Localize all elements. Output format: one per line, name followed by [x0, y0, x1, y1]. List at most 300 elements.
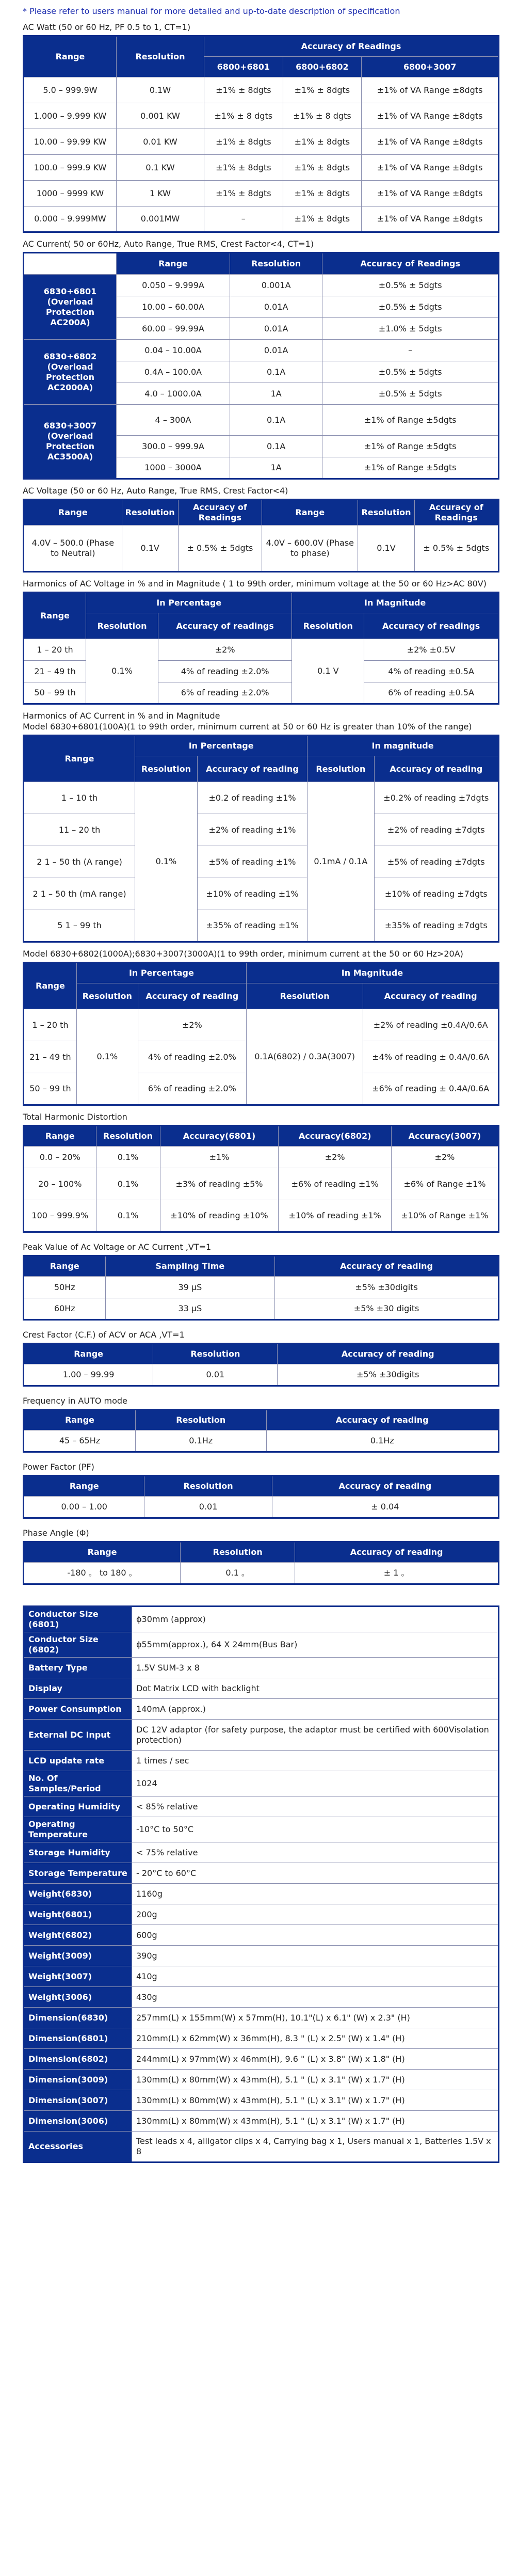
cell: 60Hz — [24, 1298, 106, 1320]
cell: ±2% — [158, 639, 292, 661]
header-resolution: Resolution — [144, 1476, 272, 1497]
blank-header — [24, 253, 117, 275]
spec-row — [24, 1987, 499, 2008]
table-row — [24, 129, 499, 155]
header-range: Range — [24, 1256, 106, 1277]
header-range: Range — [24, 36, 117, 77]
phase-angle-title: Phase Angle (Φ) — [23, 1528, 89, 1538]
cell: ±0.5% ± 5dgts — [322, 275, 499, 296]
cell: 1 – 20 th — [24, 639, 86, 661]
cell: ±10% of Range ±1% — [391, 1200, 498, 1232]
table-row — [24, 340, 499, 361]
cell: ±10% of reading ±1% — [279, 1200, 391, 1232]
spec-key: Weight(3007) — [24, 1966, 132, 1987]
spec-key: Weight(6830) — [24, 1884, 132, 1904]
cell: 0.01A — [230, 296, 322, 318]
cell: ±5% ±30digits — [275, 1277, 499, 1298]
header-accuracy-6802: Accuracy(6802) — [279, 1126, 391, 1147]
header-accuracy: Accuracy of reading — [278, 1344, 499, 1364]
table-row — [24, 1298, 499, 1320]
peak-table — [23, 1255, 499, 1321]
cell: ±4% of reading ± 0.4A/0.6A — [363, 1041, 499, 1073]
header-range: Range — [24, 736, 135, 782]
cell: ±5% ±30 digits — [275, 1298, 499, 1320]
group-3007: 6830+3007 (Overload Protection AC3500A) — [24, 405, 117, 479]
cell: ±0.5% ± 5dgts — [322, 296, 499, 318]
cell: 2 1 – 50 th (mA range) — [24, 878, 135, 910]
cell: 0.1% — [135, 782, 198, 942]
cell: ±0.5% ± 5dgts — [322, 361, 499, 383]
table-row — [24, 910, 499, 942]
header-resolution: Resolution — [135, 1410, 266, 1430]
cell: 0.1V — [122, 526, 178, 572]
header-in-percentage: In Percentage — [76, 963, 246, 983]
cell: ±35% of reading ±7dgts — [374, 910, 498, 942]
cell: 50Hz — [24, 1277, 106, 1298]
spec-key: Conductor Size (6802) — [24, 1632, 132, 1658]
cell: ±10% of reading ±7dgts — [374, 878, 498, 910]
cell: – — [322, 340, 499, 361]
spec-key: LCD update rate — [24, 1751, 132, 1771]
cell: 6% of reading ±0.5A — [364, 682, 499, 704]
cell: 4.0V – 600.0V (Phase to phase) — [262, 526, 358, 572]
cell: 21 – 49 th — [24, 661, 86, 682]
cell: 0.1mA / 0.1A — [307, 782, 374, 942]
spec-row — [24, 2008, 499, 2028]
cell: 1000 – 9999 KW — [24, 181, 117, 206]
cell: 33 μS — [105, 1298, 275, 1320]
header-resolution: Resolution — [86, 613, 158, 639]
cell: 0.0 – 20% — [24, 1147, 96, 1168]
cell: 4 – 300A — [117, 405, 230, 436]
spec-value: 1.5V SUM-3 x 8 — [132, 1658, 499, 1678]
harmonics-current-6801-table — [23, 735, 499, 943]
spec-value: 1 times / sec — [132, 1751, 499, 1771]
cell: ±1% ± 8dgts — [283, 77, 362, 103]
spec-key: Weight(6801) — [24, 1904, 132, 1925]
table-row — [24, 782, 499, 814]
header-range: Range — [24, 1344, 153, 1364]
spec-value: 130mm(L) x 80mm(W) x 43mm(H), 5.1 " (L) x 3.1" (W) x 1.7" (H) — [132, 2111, 499, 2132]
spec-key: Display — [24, 1678, 132, 1699]
spec-row — [24, 1607, 499, 1632]
cell: ±0.2% of reading ±7dgts — [374, 782, 498, 814]
cell: ±5% of reading ±7dgts — [374, 846, 498, 878]
cell: 0.1 V — [292, 639, 364, 704]
cell: 0.04 – 10.00A — [117, 340, 230, 361]
cell: 0.1A — [230, 436, 322, 457]
spec-value: 257mm(L) x 155mm(W) x 57mm(H), 10.1"(L) x 6.1" (W) x 2.3" (H) — [132, 2008, 499, 2028]
header-accuracy: Accuracy of Readings — [178, 500, 262, 526]
cell: 0.1A — [230, 361, 322, 383]
header-in-magnitude: In Magnitude — [246, 963, 498, 983]
cell: ±1% ± 8 dgts — [204, 103, 283, 129]
spec-key: Storage Temperature — [24, 1863, 132, 1884]
cell: ±1% of Range ±5dgts — [322, 457, 499, 479]
spec-row — [24, 2049, 499, 2070]
header-resolution: Resolution — [153, 1344, 278, 1364]
cell: 6% of reading ±2.0% — [138, 1073, 246, 1105]
spec-row — [24, 1863, 499, 1884]
spec-row — [24, 1925, 499, 1946]
header-resolution: Resolution — [230, 253, 322, 275]
power-factor-title: Power Factor (PF) — [23, 1462, 94, 1472]
cell: 0.00 – 1.00 — [24, 1497, 144, 1518]
cell: ±6% of Range ±1% — [391, 1168, 498, 1200]
cell: ±2% of reading ±7dgts — [374, 814, 498, 846]
header-accuracy: Accuracy of readings — [158, 613, 292, 639]
cell: 4.0 – 1000.0A — [117, 383, 230, 405]
notice: * Please refer to users manual for more detailed and up-to-date description of specification — [23, 6, 400, 16]
header-accuracy: Accuracy of reading — [363, 983, 499, 1009]
cell: 1000 – 3000A — [117, 457, 230, 479]
ac-voltage-title: AC Voltage (50 or 60 Hz, Auto Range, True RMS, Crest Factor<4) — [23, 486, 288, 496]
cell: ±1% of VA Range ±8dgts — [362, 206, 499, 232]
header-resolution: Resolution — [358, 500, 414, 526]
spec-value: 244mm(L) x 97mm(W) x 46mm(H), 9.6 " (L) x 3.8" (W) x 1.8" (H) — [132, 2049, 499, 2070]
cell: 1 – 20 th — [24, 1009, 77, 1041]
cell: 1A — [230, 457, 322, 479]
header-resolution: Resolution — [76, 983, 138, 1009]
spec-value: 210mm(L) x 62mm(W) x 36mm(H), 8.3 " (L) x 2.5" (W) x 1.4" (H) — [132, 2028, 499, 2049]
frequency-table — [23, 1409, 499, 1453]
cell: 0.1 KW — [117, 155, 204, 181]
cell: 0.1W — [117, 77, 204, 103]
header-accuracy: Accuracy of readings — [364, 613, 499, 639]
cell: ±1% of VA Range ±8dgts — [362, 103, 499, 129]
table-row — [24, 155, 499, 181]
cell: 4% of reading ±0.5A — [364, 661, 499, 682]
spec-key: Power Consumption — [24, 1699, 132, 1720]
cell: ±2% of reading ±0.4A/0.6A — [363, 1009, 499, 1041]
cell: 0.4A – 100.0A — [117, 361, 230, 383]
header-accuracy: Accuracy of reading — [266, 1410, 498, 1430]
cell: 10.00 – 99.99 KW — [24, 129, 117, 155]
spec-key: No. Of Samples/Period — [24, 1771, 132, 1796]
table-row — [24, 405, 499, 436]
table-row — [24, 1147, 499, 1168]
cell: 21 – 49 th — [24, 1041, 77, 1073]
cell: 1.000 – 9.999 KW — [24, 103, 117, 129]
spec-key: External DC Input — [24, 1720, 132, 1751]
cell: 0.050 – 9.999A — [117, 275, 230, 296]
cell: 10.00 – 60.00A — [117, 296, 230, 318]
spec-value: 130mm(L) x 80mm(W) x 43mm(H), 5.1 " (L) x 3.1" (W) x 1.7" (H) — [132, 2090, 499, 2111]
spec-value: 1024 — [132, 1771, 499, 1796]
spec-key: Dimension(3006) — [24, 2111, 132, 2132]
cell: ±1% ± 8dgts — [204, 129, 283, 155]
header-range: Range — [24, 963, 77, 1009]
cell: ± 0.04 — [272, 1497, 498, 1518]
spec-value: 1160g — [132, 1884, 499, 1904]
cell: ± 0.5% ± 5dgts — [414, 526, 498, 572]
cell: 45 – 65Hz — [24, 1430, 136, 1452]
cell: 50 – 99 th — [24, 682, 86, 704]
cell: 0.01 — [153, 1364, 278, 1386]
table-row — [24, 846, 499, 878]
cell: ±10% of reading ±1% — [197, 878, 307, 910]
table-row — [24, 1200, 499, 1232]
header-range: Range — [24, 500, 122, 526]
header-resolution: Resolution — [246, 983, 363, 1009]
cell: ±1% of Range ±5dgts — [322, 436, 499, 457]
cell: ±1% ± 8dgts — [204, 77, 283, 103]
spec-key: Weight(3009) — [24, 1946, 132, 1966]
table-row — [24, 526, 499, 572]
group-6802: 6830+6802 (Overload Protection AC2000A) — [24, 340, 117, 405]
cell: ±2% of reading ±1% — [197, 814, 307, 846]
cell: ±6% of reading ± 0.4A/0.6A — [363, 1073, 499, 1105]
header-6800-6801: 6800+6801 — [204, 57, 283, 77]
spec-row — [24, 1884, 499, 1904]
table-row — [24, 181, 499, 206]
header-accuracy: Accuracy of Readings — [414, 500, 498, 526]
header-in-percentage: In Percentage — [135, 736, 307, 756]
cell: 2 1 – 50 th (A range) — [24, 846, 135, 878]
cell: 0.1Hz — [266, 1430, 498, 1452]
spec-value: DC 12V adaptor (for safety purpose, the adaptor must be certified with 600Visolation protection) — [132, 1720, 499, 1751]
spec-key: Accessories — [24, 2132, 132, 2162]
cell: 4% of reading ±2.0% — [158, 661, 292, 682]
crest-title: Crest Factor (C.F.) of ACV or ACA ,VT=1 — [23, 1330, 185, 1340]
header-accuracy-6801: Accuracy(6801) — [160, 1126, 279, 1147]
spec-value: < 75% relative — [132, 1842, 499, 1863]
cell: ±1% ± 8dgts — [283, 181, 362, 206]
spec-row — [24, 2028, 499, 2049]
cell: 39 μS — [105, 1277, 275, 1298]
cell: ±1% of VA Range ±8dgts — [362, 155, 499, 181]
spec-value: 140mA (approx.) — [132, 1699, 499, 1720]
table-row — [24, 1563, 499, 1584]
header-6800-3007: 6800+3007 — [362, 57, 499, 77]
spec-row — [24, 1904, 499, 1925]
cell: 300.0 – 999.9A — [117, 436, 230, 457]
spec-row — [24, 2132, 499, 2162]
ac-voltage-table — [23, 499, 499, 573]
spec-key: Storage Humidity — [24, 1842, 132, 1863]
header-range: Range — [24, 593, 86, 639]
cell: ±1% ± 8 dgts — [283, 103, 362, 129]
cell: 5.0 – 999.9W — [24, 77, 117, 103]
spec-row — [24, 2090, 499, 2111]
cell: ±5% ±30digits — [278, 1364, 499, 1386]
cell: 1 KW — [117, 181, 204, 206]
header-accuracy: Accuracy of reading — [275, 1256, 499, 1277]
cell: 0.1A(6802) / 0.3A(3007) — [246, 1009, 363, 1105]
cell: 1 – 10 th — [24, 782, 135, 814]
spec-row — [24, 1817, 499, 1842]
table-row — [24, 814, 499, 846]
cell: ±1% ± 8dgts — [204, 155, 283, 181]
spec-value: 130mm(L) x 80mm(W) x 43mm(H), 5.1 " (L) x 3.1" (W) x 1.7" (H) — [132, 2070, 499, 2090]
table-row — [24, 77, 499, 103]
table-row — [24, 275, 499, 296]
cell: 0.001 KW — [117, 103, 204, 129]
cell: ±2% — [279, 1147, 391, 1168]
cell: 1.00 – 99.99 — [24, 1364, 153, 1386]
spec-row — [24, 1751, 499, 1771]
table-row — [24, 1009, 499, 1041]
header-accuracy: Accuracy of reading — [295, 1542, 499, 1563]
table-row — [24, 639, 499, 661]
header-accuracy: Accuracy of reading — [374, 756, 498, 782]
general-spec-table — [23, 1605, 499, 2163]
header-resolution: Resolution — [181, 1542, 295, 1563]
spec-value: - 20°C to 60°C — [132, 1863, 499, 1884]
table-row — [24, 878, 499, 910]
cell: 0.1 。 — [181, 1563, 295, 1584]
spec-row — [24, 1678, 499, 1699]
harmonics-voltage-table — [23, 592, 499, 705]
spec-value: ϕ55mm(approx.), 64 X 24mm(Bus Bar) — [132, 1632, 499, 1658]
spec-row — [24, 2111, 499, 2132]
cell: ±3% of reading ±5% — [160, 1168, 279, 1200]
power-factor-table — [23, 1475, 499, 1519]
spec-row — [24, 2070, 499, 2090]
cell: 0.01 — [144, 1497, 272, 1518]
cell: 60.00 – 99.99A — [117, 318, 230, 340]
cell: ±1% of Range ±5dgts — [322, 405, 499, 436]
cell: 0.1% — [86, 639, 158, 704]
cell: ±6% of reading ±1% — [279, 1168, 391, 1200]
harmonics-current-title: Harmonics of AC Current in % and in Magnitude — [23, 711, 220, 721]
header-range: Range — [117, 253, 230, 275]
header-accuracy-3007: Accuracy(3007) — [391, 1126, 498, 1147]
cell: ±1.0% ± 5dgts — [322, 318, 499, 340]
header-accuracy: Accuracy of Readings — [322, 253, 499, 275]
cell: ±1% of VA Range ±8dgts — [362, 129, 499, 155]
spec-row — [24, 1966, 499, 1987]
harmonics-current-6802-table — [23, 962, 499, 1106]
group-6801: 6830+6801 (Overload Protection AC200A) — [24, 275, 117, 340]
cell: 5 1 – 99 th — [24, 910, 135, 942]
header-resolution: Resolution — [292, 613, 364, 639]
cell: ±5% of reading ±1% — [197, 846, 307, 878]
spec-row — [24, 1699, 499, 1720]
cell: 4% of reading ±2.0% — [138, 1041, 246, 1073]
cell: ±1% ± 8dgts — [283, 206, 362, 232]
spec-row — [24, 1842, 499, 1863]
cell: ±2% ±0.5V — [364, 639, 499, 661]
spec-row — [24, 1771, 499, 1796]
spec-key: Operating Humidity — [24, 1796, 132, 1817]
spec-key: Weight(3006) — [24, 1987, 132, 2008]
header-resolution: Resolution — [96, 1126, 160, 1147]
header-resolution: Resolution — [117, 36, 204, 77]
spec-value: Test leads x 4, alligator clips x 4, Carrying bag x 1, Users manual x 1, Batteries 1.5V x 8 — [132, 2132, 499, 2162]
spec-value: 390g — [132, 1946, 499, 1966]
cell: -180 。 to 180 。 — [24, 1563, 181, 1584]
cell: ±1% of VA Range ±8dgts — [362, 181, 499, 206]
cell: ± 1 。 — [295, 1563, 499, 1584]
cell: ±2% — [391, 1147, 498, 1168]
cell: ±2% — [138, 1009, 246, 1041]
header-range: Range — [24, 1476, 144, 1497]
harmonics-current-6801-title: Model 6830+6801(100A)(1 to 99th order, minimum current at 50 or 60 Hz is greater than 10% of the range) — [23, 722, 472, 732]
harmonics-current-6802-title: Model 6830+6802(1000A);6830+3007(3000A)(1 to 99th order, minimum current at the 50 or 60 Hz>20A) — [23, 949, 463, 959]
cell: 0.1A — [230, 405, 322, 436]
frequency-title: Frequency in AUTO mode — [23, 1396, 127, 1406]
cell: ±1% — [160, 1147, 279, 1168]
cell: 11 – 20 th — [24, 814, 135, 846]
cell: 0.001MW — [117, 206, 204, 232]
cell: ±10% of reading ±10% — [160, 1200, 279, 1232]
header-accuracy: Accuracy of reading — [138, 983, 246, 1009]
cell: 100.0 – 999.9 KW — [24, 155, 117, 181]
spec-key: Dimension(3007) — [24, 2090, 132, 2111]
header-range: Range — [24, 1410, 136, 1430]
spec-row — [24, 1946, 499, 1966]
spec-value: 430g — [132, 1987, 499, 2008]
header-range: Range — [24, 1542, 181, 1563]
table-row — [24, 1168, 499, 1200]
header-resolution: Resolution — [122, 500, 178, 526]
cell: ± 0.5% ± 5dgts — [178, 526, 262, 572]
cell: ±35% of reading ±1% — [197, 910, 307, 942]
spec-value: ϕ30mm (approx) — [132, 1607, 499, 1632]
header-resolution: Resolution — [135, 756, 198, 782]
spec-value: 600g — [132, 1925, 499, 1946]
peak-title: Peak Value of Ac Voltage or AC Current ,VT=1 — [23, 1242, 212, 1252]
header-range: Range — [262, 500, 358, 526]
spec-key: Operating Temperature — [24, 1817, 132, 1842]
cell: 0.001A — [230, 275, 322, 296]
cell: ±1% ± 8dgts — [283, 129, 362, 155]
table-row — [24, 1277, 499, 1298]
spec-key: Conductor Size (6801) — [24, 1607, 132, 1632]
thd-title: Total Harmonic Distortion — [23, 1112, 127, 1122]
cell: ±1% of VA Range ±8dgts — [362, 77, 499, 103]
cell: 0.01A — [230, 318, 322, 340]
thd-table — [23, 1125, 499, 1233]
header-in-magnitude: In Magnitude — [292, 593, 499, 613]
ac-current-title: AC Current( 50 or 60Hz, Auto Range, True RMS, Crest Factor<4, CT=1) — [23, 239, 314, 249]
spec-key: Dimension(6802) — [24, 2049, 132, 2070]
cell: 50 – 99 th — [24, 1073, 77, 1105]
spec-value: 200g — [132, 1904, 499, 1925]
cell: 0.01 KW — [117, 129, 204, 155]
spec-key: Battery Type — [24, 1658, 132, 1678]
cell: 4.0V – 500.0 (Phase to Neutral) — [24, 526, 122, 572]
ac-current-table — [23, 252, 499, 480]
cell: 0.000 – 9.999MW — [24, 206, 117, 232]
spec-key: Dimension(3009) — [24, 2070, 132, 2090]
crest-table — [23, 1343, 499, 1387]
cell: 0.1V — [358, 526, 414, 572]
header-resolution: Resolution — [307, 756, 374, 782]
header-in-magnitude: In magnitude — [307, 736, 499, 756]
spec-value: Dot Matrix LCD with backlight — [132, 1678, 499, 1699]
cell: 100 – 999.9% — [24, 1200, 96, 1232]
header-in-percentage: In Percentage — [86, 593, 292, 613]
cell: 0.01A — [230, 340, 322, 361]
spec-key: Weight(6802) — [24, 1925, 132, 1946]
spec-row — [24, 1632, 499, 1658]
header-accuracy: Accuracy of reading — [272, 1476, 498, 1497]
spec-value: 410g — [132, 1966, 499, 1987]
spec-row — [24, 1720, 499, 1751]
cell: 0.1% — [96, 1147, 160, 1168]
header-sampling-time: Sampling Time — [105, 1256, 275, 1277]
spec-row — [24, 1796, 499, 1817]
spec-key: Dimension(6830) — [24, 2008, 132, 2028]
cell: 0.1% — [96, 1200, 160, 1232]
harmonics-voltage-title: Harmonics of AC Voltage in % and in Magnitude ( 1 to 99th order, minimum voltage at the 50 or 60 Hz>AC 80V) — [23, 579, 487, 589]
spec-row — [24, 1658, 499, 1678]
cell: ±0.2 of reading ±1% — [197, 782, 307, 814]
table-row — [24, 1364, 499, 1386]
header-accuracy: Accuracy of Readings — [204, 36, 499, 57]
